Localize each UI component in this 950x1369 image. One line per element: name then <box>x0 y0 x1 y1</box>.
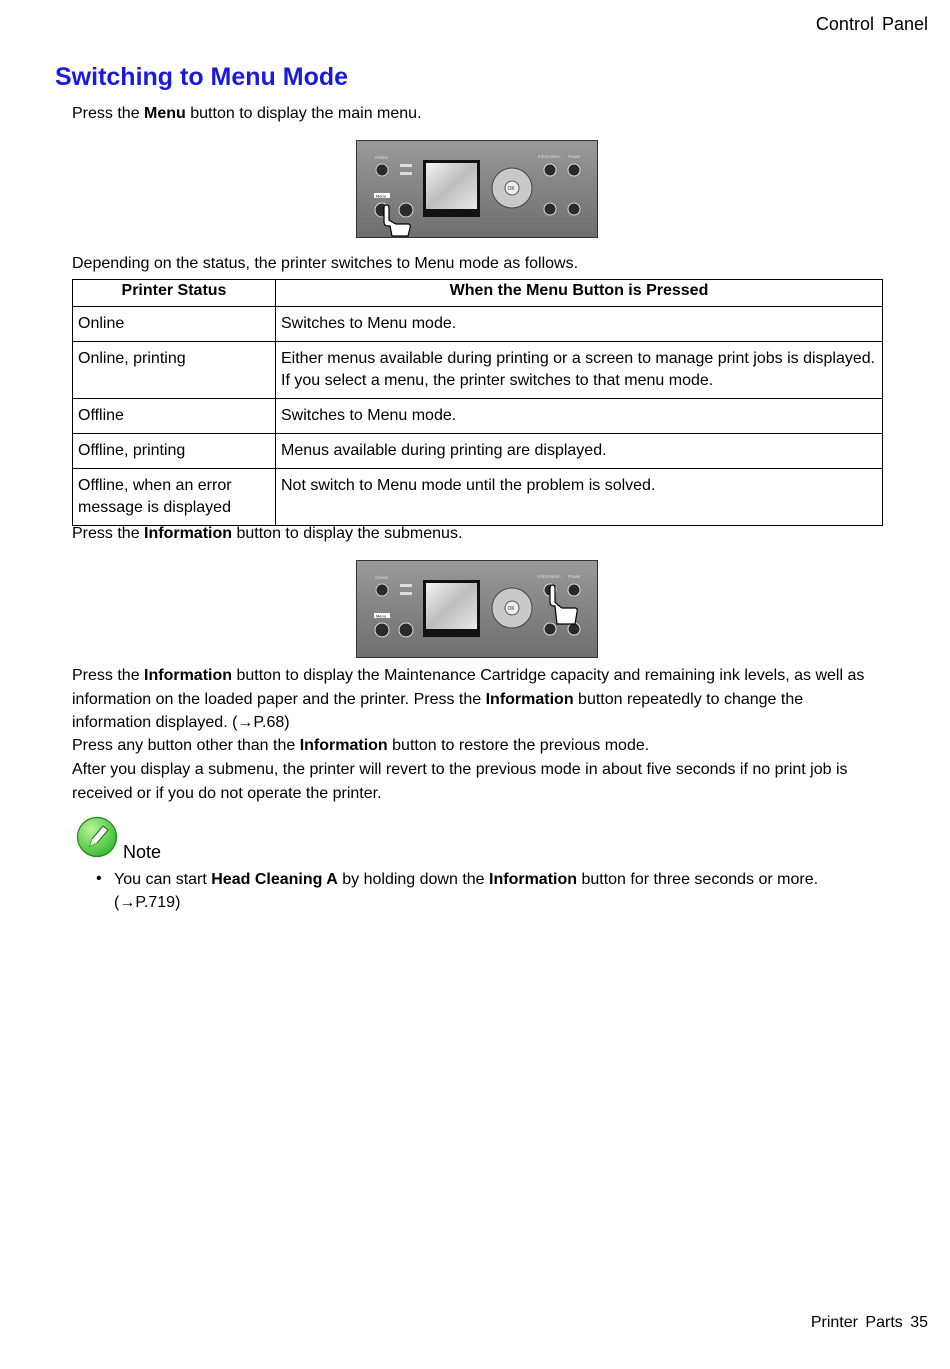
back-button <box>399 623 413 637</box>
page-footer: Printer Parts 35 <box>810 1314 928 1331</box>
info-text: button to display the Maintenance Cartridge capacity and remaining ink levels, as well as information on the loaded paper and the printer. Press the <box>72 667 865 708</box>
info-bold: Information <box>144 667 233 684</box>
online-button <box>376 164 388 176</box>
load-eject-button <box>544 203 556 215</box>
printer-status-table <box>72 279 883 526</box>
action-cell: Switches to Menu mode. <box>276 399 883 434</box>
info-text: button repeatedly to change the information displayed. (→P.68) <box>72 690 804 731</box>
column-header-status: Printer Status <box>73 280 276 307</box>
note-text-part: button for three seconds or more. (→P.719) <box>114 871 819 911</box>
table-row <box>73 469 883 526</box>
ok-label: OK <box>507 606 515 612</box>
info-bold: Information <box>485 690 574 708</box>
restore-text-end: button to restore the previous mode. <box>387 737 650 754</box>
info-intro-bold: Information <box>144 525 233 542</box>
power-button <box>568 164 580 176</box>
menu-button <box>375 623 389 637</box>
note-text <box>114 868 874 914</box>
information-button <box>544 164 556 176</box>
power-label: Power <box>568 154 581 159</box>
intro-bold: Menu <box>144 105 186 122</box>
info-intro-text-end: button to display the submenus. <box>232 525 463 542</box>
note-bold: Head Cleaning A <box>211 871 338 888</box>
action-cell: Not switch to Menu mode until the problem is solved. <box>276 469 883 526</box>
restore-text: Press any button other than the <box>72 737 300 754</box>
status-cell: Offline, printing <box>73 434 276 469</box>
status-lamp <box>400 584 412 587</box>
bullet-icon: • <box>96 870 102 887</box>
column-header-action: When the Menu Button is Pressed <box>276 280 883 307</box>
info-intro-text: Press the <box>72 525 145 542</box>
intro-text: Press the <box>72 105 145 122</box>
action-cell: Either menus available during printing or a screen to manage print jobs is displayed. If you select a menu, the printer switches to that menu mode. <box>276 342 883 399</box>
ok-label: OK <box>507 186 515 192</box>
restore-bold: Information <box>299 737 388 754</box>
note-bold: Information <box>489 871 578 888</box>
action-cell: Switches to Menu mode. <box>276 307 883 342</box>
status-lamp <box>400 172 412 175</box>
note-text-part: by holding down the <box>337 871 490 888</box>
status-cell: Online, printing <box>73 342 276 399</box>
control-panel-information-figure <box>356 560 598 658</box>
table-row <box>73 307 883 342</box>
stop-button <box>568 203 580 215</box>
revert-paragraph: After you display a submenu, the printer will revert to the previous mode in about five seconds if no print job is received or if you do not operate the printer. <box>72 761 848 802</box>
online-button <box>376 584 388 596</box>
table-row <box>73 434 883 469</box>
back-button <box>399 203 413 217</box>
status-cell: Offline, when an error message is displayed <box>73 469 276 526</box>
note-label: Note <box>123 842 162 862</box>
status-cell: Online <box>73 307 276 342</box>
note-item <box>96 868 874 914</box>
status-lamp <box>400 592 412 595</box>
header-section-label: Control Panel <box>815 14 928 34</box>
action-cell: Menus available during printing are displayed. <box>276 434 883 469</box>
information-label: Information <box>538 574 561 579</box>
stop-button <box>568 623 580 635</box>
status-lamp <box>400 164 412 167</box>
information-description <box>72 664 884 735</box>
online-label: Online <box>375 575 389 580</box>
restore-paragraph <box>72 734 649 758</box>
information-label: Information <box>538 154 561 159</box>
status-intro: Depending on the status, the printer switches to Menu mode as follows. <box>72 255 579 272</box>
info-text: Press the <box>72 667 145 684</box>
menu-label: Menu <box>376 613 387 619</box>
menu-label: Menu <box>376 193 387 199</box>
status-cell: Offline <box>73 399 276 434</box>
table-header-row <box>73 280 883 307</box>
load-eject-button <box>544 623 556 635</box>
pencil-note-icon <box>76 816 118 858</box>
table-row <box>73 342 883 399</box>
online-label: Online <box>375 155 389 160</box>
power-label: Power <box>568 574 581 579</box>
intro-text-end: button to display the main menu. <box>185 105 422 122</box>
table-row <box>73 399 883 434</box>
page-title: Switching to Menu Mode <box>55 63 349 91</box>
intro-paragraph <box>72 102 422 126</box>
note-text-part: You can start <box>114 871 212 888</box>
power-button <box>568 584 580 596</box>
info-intro-paragraph <box>72 522 462 546</box>
control-panel-menu-figure <box>356 140 598 238</box>
